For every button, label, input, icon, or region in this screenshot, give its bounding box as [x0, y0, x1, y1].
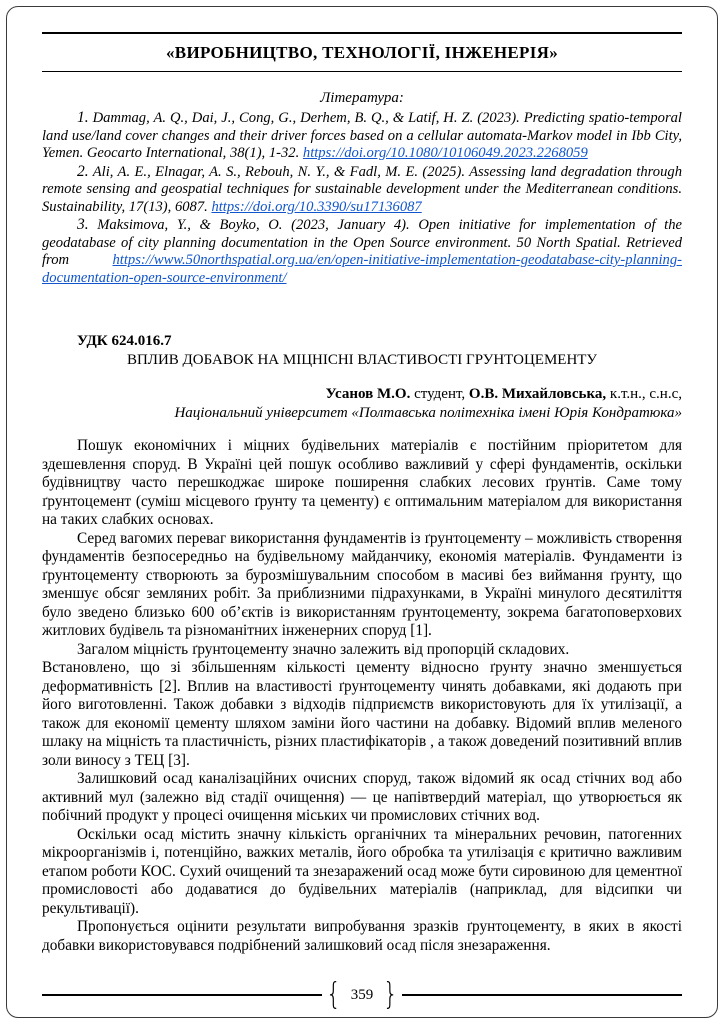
authors-line — [42, 386, 682, 403]
body-paragraph: Встановлено, що зі збільшенням кількості цементу відносно ґрунту значно зменшується деформативність [2]. Вплив на властивості ґрунтоцементу чинять добавками, які додають при його виготовленні. Також добавки з відходів підприємств використовують для їх утилізації, а також для економії цементу шляхом заміни його частини на добавку. Відомий вплив меленого шлаку на міцність та пластичність, різних пластифікаторів , а також доведений позитивний вплив золи виносу з ТЕЦ [3]. — [42, 659, 682, 769]
reference-text: Dammag, A. Q., Dai, J., Cong, G., Derhem, B. Q., & Latif, H. Z. (2023). Predicting spatio-temporal land use/land cover changes and their driver forces based on a cellular automata-Markov model in Ibb City, Yemen. Geocarto International, 38(1), 1-32. — [42, 110, 682, 162]
reference-item — [42, 163, 682, 217]
body-paragraph: Пошук економічних і міцних будівельних матеріалів є постійним пріоритетом для здешевлення споруд. В Україні цей пошук особливо важливий у сфері фундаментів, оскільки будівництву часто перешкоджає широке поширення слабких лесових ґрунтів. Саме тому ґрунтоцемент (суміш місцевого ґрунту та цементу) є оптимальним матеріалом для використання на таких слабких основах. — [42, 437, 682, 529]
doi-link[interactable]: https://doi.org/10.1080/10106049.2023.2268059 — [302, 145, 588, 162]
page-number: 359 — [350, 986, 374, 1003]
literature-heading: Література: — [320, 90, 404, 106]
journal-title: «ВИРОБНИЦТВО, ТЕХНОЛОГІЇ, ІНЖЕНЕРІЯ» — [42, 32, 682, 72]
article-body — [42, 437, 682, 955]
author-role: студент, — [410, 386, 469, 403]
body-paragraph: Загалом міцність ґрунтоцементу значно залежить від пропорцій складових. — [77, 640, 570, 658]
body-paragraph: Пропонується оцінити результати випробування зразків ґрунтоцементу, в яких в якості добавки використовувався подрібнений залишковий осад після знезараження. — [42, 918, 682, 954]
body-paragraph: Оскільки осад містить значну кількість органічних та мінеральних речовин, патогенних мікроорганізмів і, потенційно, важких металів, його обробка та утилізація є критично важливим етапом роботи КОС. Сухий очищений та знезаражений осад може бути сировиною для цементної промисловості або додаватися до будівельних матеріалів (наприклад, для відсипки чи рекультивації). — [42, 825, 682, 917]
footer-rule-right — [402, 994, 682, 996]
footer-rule-left — [42, 994, 322, 996]
affiliation: Національний університет «Полтавська політехніка імені Юрія Кондратюка» — [174, 405, 682, 422]
body-paragraph: Залишковий осад каналізаційних очисних споруд, також відомий як осад стічних вод або активний мул (залежно від стадії очищення) — це напівтвердий матеріал, що утворюється як побічний продукт у процесі очищення міських чи промислових стічних вод. — [42, 770, 682, 825]
body-paragraph: Серед вагомих переваг використання фундаментів із ґрунтоцементу – можливість створення фундаментів безпосередньо на будівельному майданчику, економія матеріалів. Фундаменти із ґрунтоцементу створюють за бурозмішувальним способом в масиві без виймання ґрунту, що зменшує обсяг земляних робіт. За приблизними підрахунками, в Україні минулого десятиліття було зведено близько 600 об’єктів із використанням ґрунтоцементу, зокрема багатоповерхових житлових будівель та різноманітних інженерних споруд [1]. — [42, 529, 682, 640]
author-role: к.т.н., с.н.с, — [606, 386, 682, 403]
reference-item — [42, 109, 682, 163]
article-title: ВПЛИВ ДОБАВОК НА МІЦНІСНІ ВЛАСТИВОСТІ ГРУНТОЦЕМЕНТУ — [126, 352, 598, 369]
footer-ornament-left: { — [325, 977, 341, 1012]
footer-ornament-right: } — [383, 977, 399, 1012]
reference-text: Maksimova, Y., & Boyko, O. (2023, January 4). Open initiative for implementation of the geodatabase of city planning documentation in the Open Source environment. 50 North Spatial. Retrieved from — [42, 217, 682, 269]
doi-link[interactable]: https://doi.org/10.3390/su17136087 — [211, 198, 422, 215]
reference-number: 1. — [77, 109, 89, 126]
author-name: О.В. Михайловська, — [468, 386, 607, 403]
page-content — [42, 32, 682, 1006]
reference-number: 3. — [77, 216, 89, 234]
reference-number: 2. — [77, 162, 89, 180]
source-link[interactable]: https://www.50northspatial.org.ua/en/open-initiative-implementation-geodatabase-city-planning-documentation-open-source-environment/ — [42, 252, 682, 286]
reference-text: Ali, A. E., Elnagar, A. S., Rebouh, N. Y., & Fadl, M. E. (2025). Assessing land degradation through remote sensing and geospatial techniques for sustainable development under the Mediterranean conditions. Sustainability, 17(13), 6087. — [42, 163, 682, 215]
author-name: Усанов М.О. — [325, 386, 411, 403]
reference-item — [42, 216, 682, 287]
page-footer — [42, 977, 682, 1012]
udc-code: УДК 624.016.7 — [77, 333, 172, 350]
